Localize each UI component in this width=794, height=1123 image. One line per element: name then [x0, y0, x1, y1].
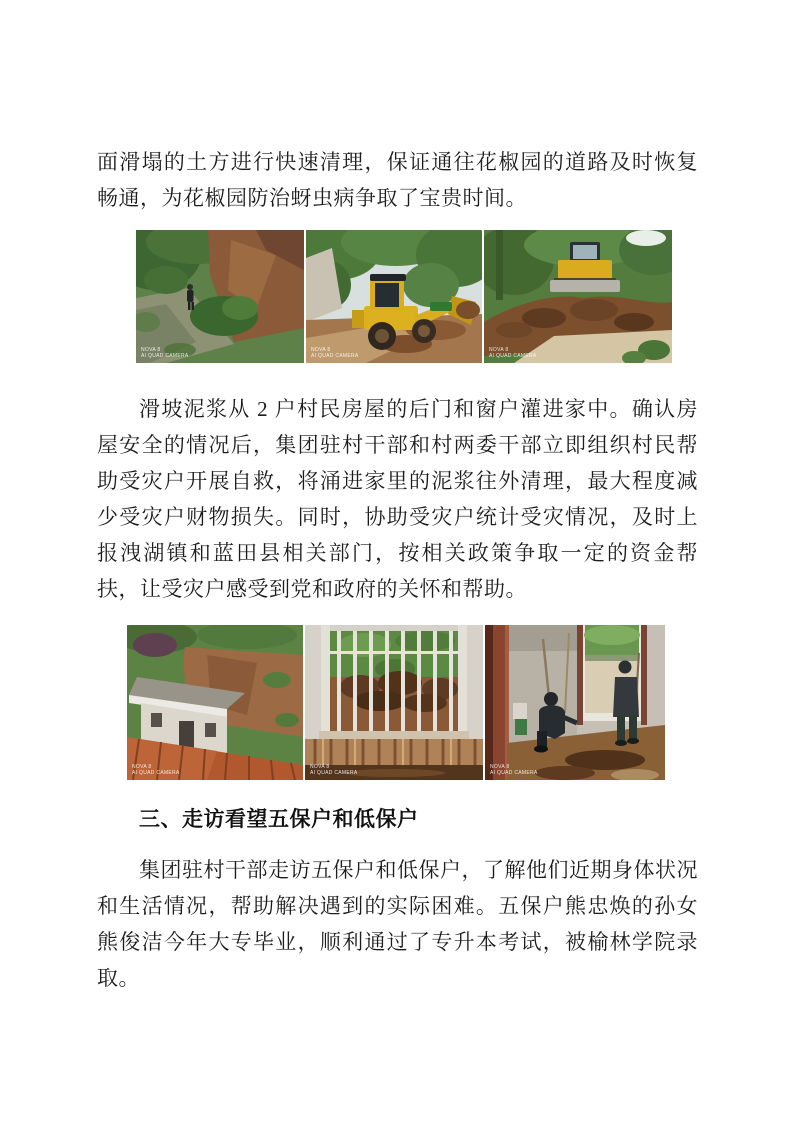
bulldozer-image	[484, 230, 672, 363]
muddy-window-image	[305, 625, 483, 780]
landslide-road-image	[136, 230, 304, 363]
camera-watermark: NOVA 8 AI QUAD CAMERA	[311, 347, 359, 359]
wheel-loader-image	[306, 230, 482, 363]
camera-watermark: NOVA 8 AI QUAD CAMERA	[141, 347, 189, 359]
camera-watermark: NOVA 8 AI QUAD CAMERA	[490, 764, 538, 776]
section-heading-welfare-visits: 三、走访看望五保户和低保户	[139, 808, 419, 831]
interior-cleanup-image	[485, 625, 665, 780]
paragraph-welfare-visits: 集团驻村干部走访五保户和低保户，了解他们近期身体状况和生活情况，帮助解决遇到的实际困难。五保户熊忠焕的孙女熊俊洁今年大专毕业，顺利通过了专升本考试，被榆林学院录取。	[97, 858, 698, 990]
camera-watermark: NOVA 8 AI QUAD CAMERA	[489, 347, 537, 359]
photo-house-landslide	[127, 625, 303, 780]
paragraph-mudslide-houses: 滑坡泥浆从 2 户村民房屋的后门和窗户灌进家中。确认房屋安全的情况后，集团驻村干部和村两委干部立即组织村民帮助受灾户开展自救，将涌进家里的泥浆往外清理，最大程度减少受灾户财物损失。同时，协助受灾户统计受灾情况，及时上报洩湖镇和蓝田县相关部门，按相关政策争取一定的资金帮扶，让受灾户感受到党和政府的关怀和帮助。	[97, 397, 698, 601]
camera-watermark: NOVA 8 AI QUAD CAMERA	[310, 764, 358, 776]
photo-strip-road-clearing	[136, 230, 672, 363]
photo-mud-filled-window	[305, 625, 483, 780]
paragraph-road-clearing: 面滑塌的土方进行快速清理，保证通往花椒园的道路及时恢复畅通，为花椒园防治蚜虫病争取了宝贵时间。	[97, 150, 698, 210]
photo-wheel-loader-clearing	[306, 230, 482, 363]
photo-strip-house-cleanup	[127, 625, 665, 780]
photo-landslide-road-person	[136, 230, 304, 363]
house-landslide-image	[127, 625, 303, 780]
photo-bulldozer-pushing-soil	[484, 230, 672, 363]
photo-villagers-cleaning-mud	[485, 625, 665, 780]
camera-watermark: NOVA 8 AI QUAD CAMERA	[132, 764, 180, 776]
